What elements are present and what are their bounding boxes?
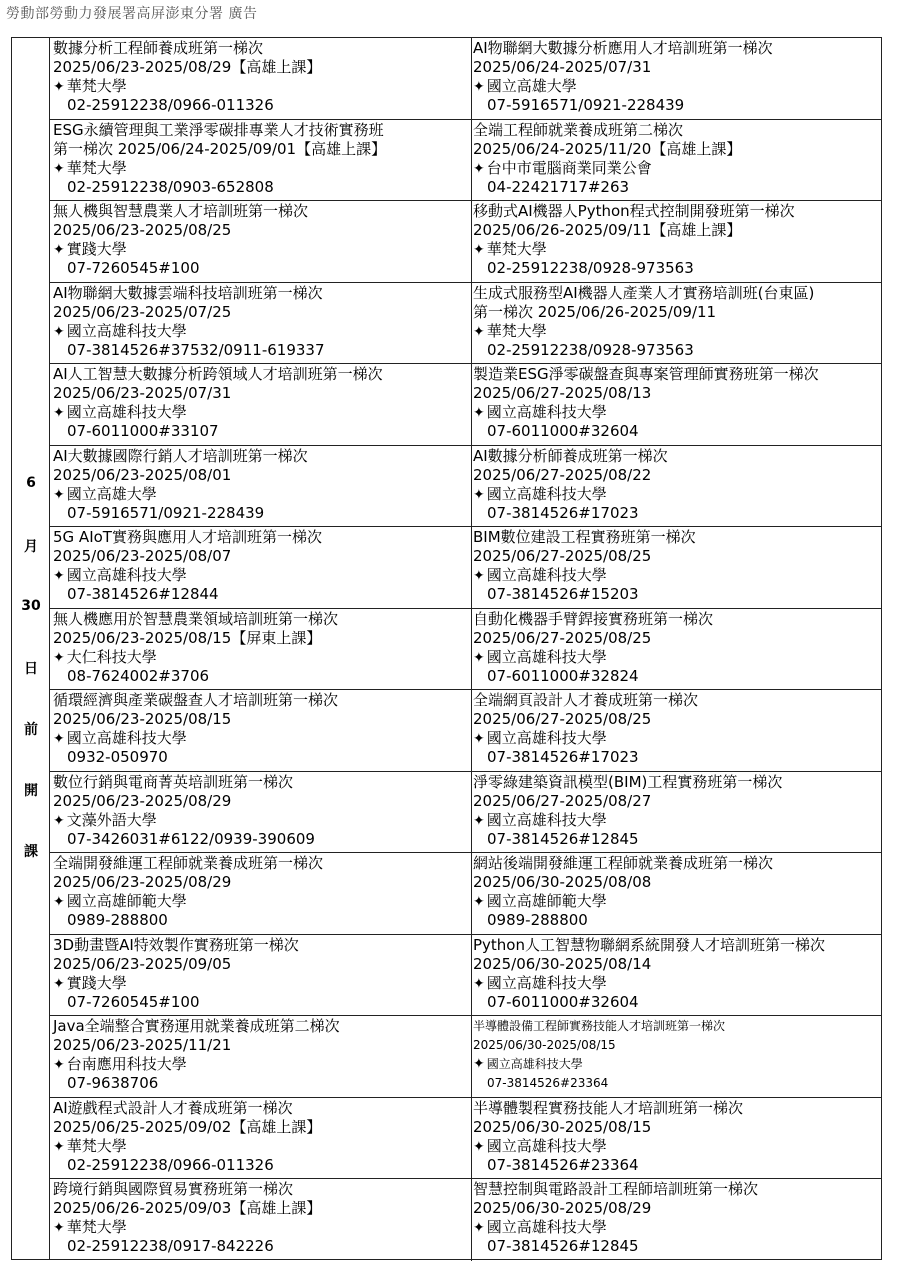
course-school: 國立高雄科技大學 <box>486 810 607 829</box>
course-phone: 04-22421717#263 <box>487 177 630 196</box>
course-phone: 0989-288800 <box>67 911 168 930</box>
course-school: 國立高雄科技大學 <box>486 566 607 585</box>
course-school: 國立高雄大學 <box>66 484 157 503</box>
course-school: 台南應用科技大學 <box>66 1055 187 1074</box>
location-star-icon: ✦ <box>53 1138 65 1155</box>
course-school: 國立高雄科技大學 <box>486 647 607 666</box>
course-phone: 07-3814526#12845 <box>487 829 639 848</box>
course-dates: 2025/06/26-2025/09/03【高雄上課】 <box>53 1199 322 1218</box>
course-cell <box>472 853 882 934</box>
course-phone: 0989-288800 <box>487 911 588 930</box>
course-school: 國立高雄大學 <box>486 77 577 95</box>
course-phone: 07-3814526#37532/0911-619337 <box>67 340 325 359</box>
course-cell <box>50 1179 472 1261</box>
course-title: ESG永續管理與工業淨零碳排專業人才技術實務班 <box>53 120 384 139</box>
course-title: 自動化機器手臂銲接實務班第一梯次 <box>473 609 714 628</box>
course-school: 國立高雄科技大學 <box>66 729 187 748</box>
course-row <box>50 446 881 528</box>
location-star-icon: ✦ <box>473 812 485 829</box>
course-cell <box>472 364 882 445</box>
course-row <box>50 1179 881 1261</box>
side-label-char: 6 <box>26 475 36 491</box>
course-cell <box>472 1179 882 1261</box>
course-title: AI遊戲程式設計人才養成班第一梯次 <box>53 1098 293 1117</box>
course-title: BIM數位建設工程實務班第一梯次 <box>473 528 696 547</box>
course-school: 國立高雄科技大學 <box>66 403 187 422</box>
course-school: 國立高雄師範大學 <box>66 892 187 911</box>
course-phone: 07-6011000#32604 <box>487 992 639 1011</box>
course-school: 實踐大學 <box>66 240 127 259</box>
course-phone: 07-3814526#17023 <box>487 503 639 522</box>
course-row <box>50 935 881 1017</box>
course-title: AI物聯網大數據分析應用人才培訓班第一梯次 <box>473 39 773 57</box>
course-dates: 2025/06/23-2025/07/31 <box>53 384 232 403</box>
course-dates: 2025/06/23-2025/08/07 <box>53 547 232 566</box>
course-cell <box>472 690 882 771</box>
course-dates: 2025/06/30-2025/08/29 <box>473 1199 652 1218</box>
location-star-icon: ✦ <box>473 160 485 177</box>
course-phone: 02-25912238/0928-973563 <box>487 259 694 278</box>
course-dates: 2025/06/23-2025/08/29 <box>53 873 232 892</box>
course-dates: 2025/06/25-2025/09/02【高雄上課】 <box>53 1117 322 1136</box>
course-phone: 07-6011000#32604 <box>487 422 639 441</box>
course-school: 國立高雄科技大學 <box>486 1136 607 1155</box>
side-label-char: 課 <box>24 844 38 860</box>
course-cell <box>472 283 882 364</box>
location-star-icon: ✦ <box>53 242 65 259</box>
course-phone: 07-6011000#32824 <box>487 666 639 685</box>
course-phone: 07-3814526#15203 <box>487 585 639 604</box>
course-cell <box>50 772 472 853</box>
course-title: AI數據分析師養成班第一梯次 <box>473 446 668 465</box>
course-dates: 2025/06/30-2025/08/15 <box>473 1038 616 1053</box>
location-star-icon: ✦ <box>473 242 485 259</box>
course-dates: 2025/06/23-2025/08/25 <box>53 221 232 240</box>
side-label-column <box>12 38 50 1259</box>
course-title: 網站後端開發維運工程師就業養成班第一梯次 <box>473 854 774 873</box>
course-grid <box>50 38 881 1259</box>
course-title: Java全端整合實務運用就業養成班第二梯次 <box>53 1017 340 1036</box>
course-cell <box>50 853 472 934</box>
course-cell <box>50 935 472 1016</box>
location-star-icon: ✦ <box>53 160 65 177</box>
location-star-icon: ✦ <box>473 486 485 503</box>
course-title: 5G AIoT實務與應用人才培訓班第一梯次 <box>53 528 322 547</box>
location-star-icon: ✦ <box>473 405 485 422</box>
course-title: AI物聯網大數據雲端科技培訓班第一梯次 <box>53 283 323 302</box>
course-dates: 2025/06/23-2025/08/29【高雄上課】 <box>53 58 322 76</box>
course-title: 製造業ESG淨零碳盤查與專案管理師實務班第一梯次 <box>473 365 819 384</box>
course-row <box>50 283 881 365</box>
course-phone: 02-25912238/0966-011326 <box>67 96 274 114</box>
course-cell <box>472 1016 882 1097</box>
location-star-icon: ✦ <box>53 649 65 666</box>
location-star-icon: ✦ <box>53 1057 65 1074</box>
course-dates: 2025/06/27-2025/08/25 <box>473 710 652 729</box>
course-phone: 07-6011000#33107 <box>67 422 219 441</box>
course-school: 華梵大學 <box>66 77 127 95</box>
course-phone: 07-3814526#12845 <box>487 1237 639 1256</box>
course-title: 數據分析工程師養成班第一梯次 <box>53 39 264 57</box>
course-cell <box>50 201 472 282</box>
course-cell <box>472 935 882 1016</box>
location-star-icon: ✦ <box>53 812 65 829</box>
side-label-char: 月 <box>24 539 38 555</box>
course-title: 全端工程師就業養成班第二梯次 <box>473 120 684 139</box>
course-title: 3D動畫暨AI特效製作實務班第一梯次 <box>53 935 299 954</box>
course-school: 國立高雄科技大學 <box>486 729 607 748</box>
course-dates: 2025/06/23-2025/08/01 <box>53 465 232 484</box>
course-title: 循環經濟與產業碳盤查人才培訓班第一梯次 <box>53 691 339 710</box>
course-dates: 2025/06/23-2025/08/15【屏東上課】 <box>53 628 322 647</box>
course-phone: 02-25912238/0903-652808 <box>67 177 274 196</box>
location-star-icon: ✦ <box>473 649 485 666</box>
location-star-icon: ✦ <box>53 79 65 95</box>
course-phone: 07-7260545#100 <box>67 992 200 1011</box>
course-school: 華梵大學 <box>486 321 547 340</box>
course-dates: 2025/06/23-2025/08/15 <box>53 710 232 729</box>
course-cell <box>50 120 472 201</box>
course-school: 華梵大學 <box>486 240 547 259</box>
course-phone: 07-3814526#23364 <box>487 1076 609 1091</box>
course-cell <box>50 609 472 690</box>
course-dates: 2025/06/30-2025/08/15 <box>473 1117 652 1136</box>
location-star-icon: ✦ <box>53 405 65 422</box>
course-title: AI大數據國際行銷人才培訓班第一梯次 <box>53 446 308 465</box>
course-row <box>50 201 881 283</box>
course-school: 華梵大學 <box>66 1218 127 1237</box>
location-star-icon: ✦ <box>473 1056 485 1073</box>
course-phone: 07-5916571/0921-228439 <box>67 503 265 522</box>
course-school: 國立高雄科技大學 <box>486 973 607 992</box>
course-cell <box>50 283 472 364</box>
location-star-icon: ✦ <box>473 323 485 340</box>
location-star-icon: ✦ <box>53 975 65 992</box>
location-star-icon: ✦ <box>473 1138 485 1155</box>
course-phone: 07-3814526#12844 <box>67 585 219 604</box>
course-school: 華梵大學 <box>66 1136 127 1155</box>
course-cell <box>50 38 472 119</box>
course-row <box>50 38 881 120</box>
course-dates: 2025/06/27-2025/08/25 <box>473 628 652 647</box>
course-dates: 2025/06/23-2025/07/25 <box>53 302 232 321</box>
side-label-char: 前 <box>24 722 38 738</box>
course-school: 國立高雄科技大學 <box>486 1057 583 1072</box>
course-title: 數位行銷與電商菁英培訓班第一梯次 <box>53 772 294 791</box>
location-star-icon: ✦ <box>473 731 485 748</box>
course-row <box>50 609 881 691</box>
course-title: 無人機與智慧農業人才培訓班第一梯次 <box>53 202 309 221</box>
course-row <box>50 364 881 446</box>
course-dates: 2025/06/23-2025/09/05 <box>53 954 232 973</box>
course-title: 半導體設備工程師實務技能人才培訓班第一梯次 <box>473 1019 726 1034</box>
course-phone: 07-7260545#100 <box>67 259 200 278</box>
course-phone: 0932-050970 <box>67 748 168 767</box>
course-phone: 02-25912238/0928-973563 <box>487 340 694 359</box>
course-dates: 2025/06/27-2025/08/25 <box>473 547 652 566</box>
course-school: 台中市電腦商業同業公會 <box>486 158 652 177</box>
course-phone: 07-9638706 <box>67 1074 159 1093</box>
course-dates: 2025/06/30-2025/08/14 <box>473 954 652 973</box>
course-title: Python人工智慧物聯網系統開發人才培訓班第一梯次 <box>473 935 825 954</box>
course-row <box>50 1098 881 1180</box>
course-row <box>50 772 881 854</box>
course-row <box>50 120 881 202</box>
course-table <box>11 37 882 1260</box>
side-label-char: 開 <box>24 783 38 799</box>
course-dates: 2025/06/23-2025/08/29 <box>53 791 232 810</box>
course-phone: 07-3814526#23364 <box>487 1155 639 1174</box>
course-dates: 2025/06/24-2025/07/31 <box>473 58 652 76</box>
course-dates: 2025/06/27-2025/08/22 <box>473 465 652 484</box>
course-phone: 07-3814526#17023 <box>487 748 639 767</box>
course-cell <box>50 690 472 771</box>
location-star-icon: ✦ <box>473 1220 485 1237</box>
location-star-icon: ✦ <box>473 79 485 95</box>
course-title: AI人工智慧大數據分析跨領域人才培訓班第一梯次 <box>53 365 383 384</box>
course-phone: 02-25912238/0966-011326 <box>67 1155 274 1174</box>
course-dates: 2025/06/27-2025/08/13 <box>473 384 652 403</box>
course-row <box>50 690 881 772</box>
course-school: 國立高雄科技大學 <box>486 484 607 503</box>
course-row <box>50 527 881 609</box>
course-school: 國立高雄師範大學 <box>486 892 607 911</box>
location-star-icon: ✦ <box>53 894 65 911</box>
course-school: 實踐大學 <box>66 973 127 992</box>
course-dates: 第一梯次 2025/06/26-2025/09/11 <box>473 302 717 321</box>
course-dates: 2025/06/24-2025/11/20【高雄上課】 <box>473 139 742 158</box>
course-school: 國立高雄科技大學 <box>66 566 187 585</box>
side-label-char: 日 <box>24 661 38 677</box>
location-star-icon: ✦ <box>473 975 485 992</box>
course-title: 智慧控制與電路設計工程師培訓班第一梯次 <box>473 1180 759 1199</box>
course-school: 華梵大學 <box>66 158 127 177</box>
course-phone: 02-25912238/0917-842226 <box>67 1237 274 1256</box>
course-cell <box>472 120 882 201</box>
course-title: 半導體製程實務技能人才培訓班第一梯次 <box>473 1098 744 1117</box>
course-cell <box>472 446 882 527</box>
course-cell <box>50 446 472 527</box>
course-row <box>50 1016 881 1098</box>
course-dates: 2025/06/26-2025/09/11【高雄上課】 <box>473 221 742 240</box>
location-star-icon: ✦ <box>53 323 65 340</box>
course-dates: 2025/06/27-2025/08/27 <box>473 791 652 810</box>
course-dates: 第一梯次 2025/06/24-2025/09/01【高雄上課】 <box>53 139 387 158</box>
course-phone: 07-5916571/0921-228439 <box>487 96 685 114</box>
location-star-icon: ✦ <box>53 568 65 585</box>
course-title: 生成式服務型AI機器人產業人才實務培訓班(台東區) <box>473 283 815 302</box>
course-cell <box>50 1098 472 1179</box>
course-cell <box>472 201 882 282</box>
course-title: 全端網頁設計人才養成班第一梯次 <box>473 691 699 710</box>
location-star-icon: ✦ <box>53 486 65 503</box>
course-cell <box>50 364 472 445</box>
course-school: 國立高雄科技大學 <box>486 1218 607 1237</box>
course-title: 跨境行銷與國際貿易實務班第一梯次 <box>53 1180 294 1199</box>
course-title: 無人機應用於智慧農業領域培訓班第一梯次 <box>53 609 339 628</box>
course-dates: 2025/06/30-2025/08/08 <box>473 873 652 892</box>
course-school: 大仁科技大學 <box>66 647 157 666</box>
course-school: 國立高雄科技大學 <box>486 403 607 422</box>
course-cell <box>472 527 882 608</box>
location-star-icon: ✦ <box>53 731 65 748</box>
course-title: 全端開發維運工程師就業養成班第一梯次 <box>53 854 324 873</box>
ad-header: 勞動部勞動力發展署高屏澎東分署 廣告 <box>6 6 258 22</box>
side-label-char: 30 <box>21 598 41 614</box>
course-phone: 08-7624002#3706 <box>67 666 210 685</box>
location-star-icon: ✦ <box>473 894 485 911</box>
course-school: 國立高雄科技大學 <box>66 321 187 340</box>
location-star-icon: ✦ <box>53 1220 65 1237</box>
course-cell <box>50 527 472 608</box>
course-row <box>50 853 881 935</box>
course-phone: 07-3426031#6122/0939-390609 <box>67 829 315 848</box>
course-cell <box>50 1016 472 1097</box>
location-star-icon: ✦ <box>473 568 485 585</box>
course-cell <box>472 609 882 690</box>
course-cell <box>472 1098 882 1179</box>
course-title: 移動式AI機器人Python程式控制開發班第一梯次 <box>473 202 795 221</box>
course-dates: 2025/06/23-2025/11/21 <box>53 1036 232 1055</box>
course-cell <box>472 38 882 119</box>
course-title: 淨零綠建築資訊模型(BIM)工程實務班第一梯次 <box>473 772 783 791</box>
course-cell <box>472 772 882 853</box>
course-school: 文藻外語大學 <box>66 810 157 829</box>
